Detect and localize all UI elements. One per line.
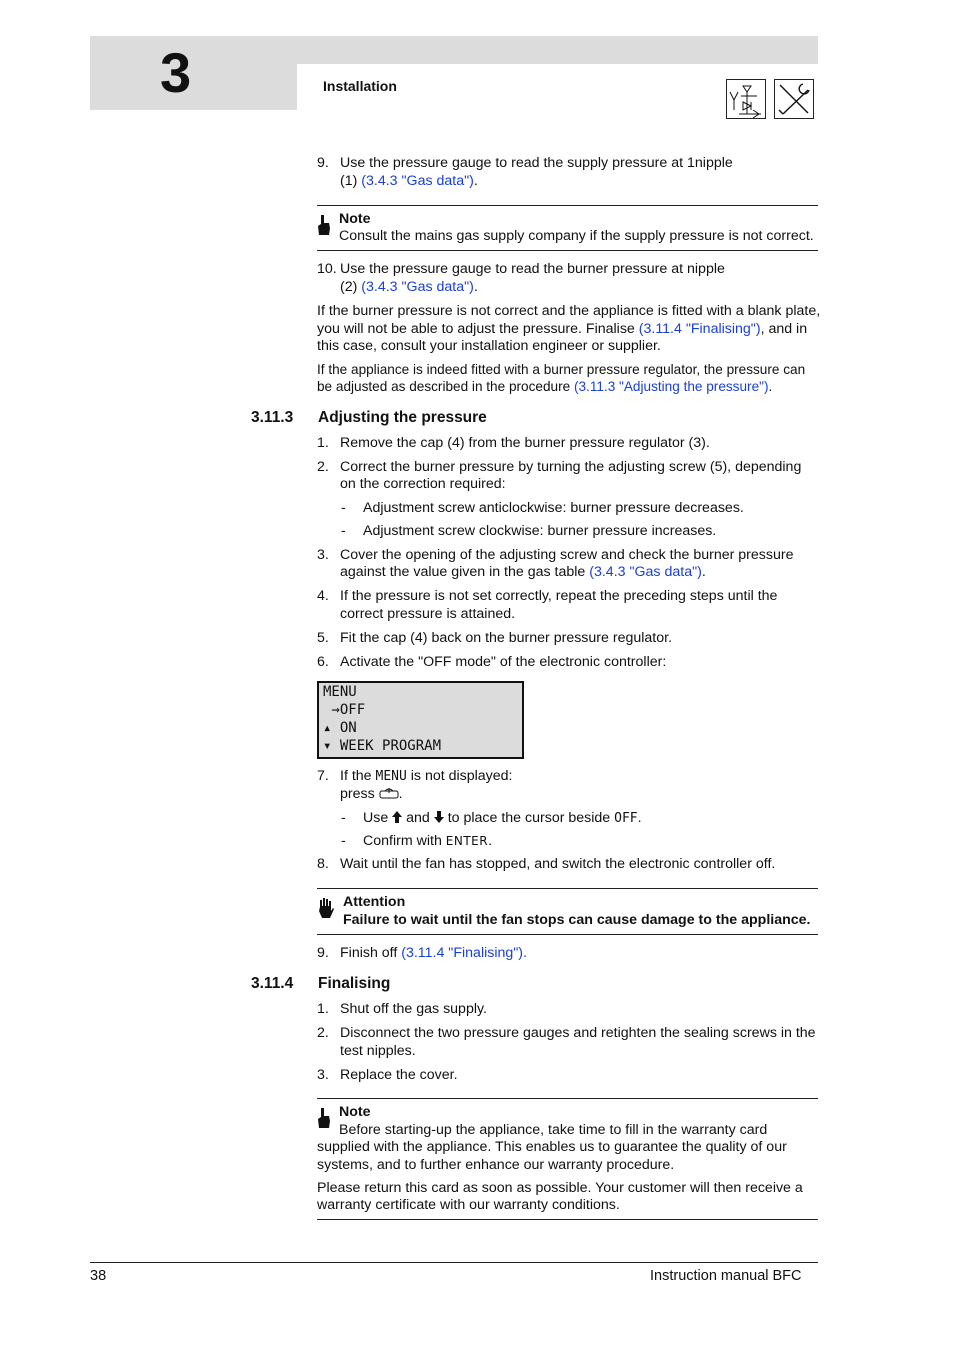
step-text-line2: against the value given in the gas table (3.4.3 "Gas data"). bbox=[340, 564, 706, 580]
cross-reference-link[interactable]: (3.4.3 "Gas data") bbox=[361, 173, 474, 189]
step-number: 9. bbox=[317, 945, 329, 961]
enter-key-label: ENTER bbox=[445, 834, 489, 848]
step-text-line2: (2) (3.4.3 "Gas data"). bbox=[340, 279, 478, 295]
note-text: systems, and to further enhance our warranty procedure. bbox=[317, 1157, 675, 1173]
down-arrow-icon: ▾ bbox=[323, 738, 332, 754]
note-text: Please return this card as soon as possible. Your customer will then receive a bbox=[317, 1180, 803, 1196]
attention-text: Failure to wait until the fan stops can cause damage to the appliance. bbox=[343, 912, 811, 928]
step-text: If the pressure is not set correctly, repeat the preceding steps until the bbox=[340, 588, 778, 604]
paragraph-line: you will not be able to adjust the pressure. Finalise (3.11.4 "Finalising"), and in bbox=[317, 321, 808, 337]
cross-reference-link[interactable]: (3.11.3 "Adjusting the pressure") bbox=[573, 379, 769, 394]
sub-step-text: Confirm with ENTER. bbox=[363, 833, 493, 849]
section-heading: Finalising bbox=[318, 975, 391, 992]
arrow-down-icon bbox=[434, 810, 444, 826]
note-title: Note bbox=[339, 211, 371, 227]
step-text: Disconnect the two pressure gauges and retighten the sealing screws in the bbox=[340, 1025, 816, 1041]
step-number: 2. bbox=[317, 1025, 329, 1041]
divider bbox=[317, 1098, 818, 1099]
step-text-line2: (1) (3.4.3 "Gas data"). bbox=[340, 173, 478, 189]
chapter-tab bbox=[90, 36, 297, 110]
step-text: Cover the opening of the adjusting screw and check the burner pressure bbox=[340, 547, 794, 563]
note-hand-icon bbox=[317, 214, 331, 242]
sub-bullet: - bbox=[341, 833, 346, 849]
section-number: 3.11.3 bbox=[251, 409, 294, 426]
step-number: 1. bbox=[317, 435, 329, 451]
paragraph-line: be adjusted as described in the procedure (3.11.3 "Adjusting the pressure"). bbox=[317, 379, 773, 394]
step-text: Use the pressure gauge to read the supply pressure at 1nipple bbox=[340, 155, 733, 171]
step-text-line2: press . bbox=[340, 786, 403, 802]
cross-reference-link[interactable]: (3.11.4 "Finalising") bbox=[638, 321, 761, 337]
step-number: 1. bbox=[317, 1001, 329, 1017]
step-text-line2: correct pressure is attained. bbox=[340, 606, 516, 622]
section-heading: Adjusting the pressure bbox=[318, 409, 487, 426]
key-button-icon bbox=[379, 787, 399, 799]
step-number: 10. bbox=[317, 261, 337, 277]
footer-divider bbox=[90, 1262, 818, 1263]
step-text: If the MENU is not displayed: bbox=[340, 768, 513, 784]
cross-reference-link[interactable]: (3.11.4 "Finalising") bbox=[401, 945, 524, 961]
stop-hand-icon bbox=[317, 897, 335, 925]
paragraph-line: If the burner pressure is not correct and the appliance is fitted with a blank plate, bbox=[317, 303, 821, 319]
up-arrow-icon: ▴ bbox=[323, 720, 332, 736]
sub-bullet: - bbox=[341, 523, 346, 539]
menu-keyword: MENU bbox=[375, 769, 407, 784]
step-number: 9. bbox=[317, 155, 329, 171]
divider bbox=[317, 250, 818, 251]
footer-title: Instruction manual BFC bbox=[650, 1268, 802, 1284]
sub-bullet: - bbox=[341, 500, 346, 516]
paragraph-line: this case, consult your installation engineer or supplier. bbox=[317, 338, 661, 354]
divider bbox=[317, 1219, 818, 1220]
step-text-line2: on the correction required: bbox=[340, 476, 506, 492]
step-number: 7. bbox=[317, 768, 329, 784]
display-off-row: →OFF bbox=[323, 702, 366, 718]
note-text: Consult the mains gas supply company if the supply pressure is not correct. bbox=[339, 228, 814, 244]
note-text: supplied with the appliance. This enables us to guarantee the quality of our bbox=[317, 1139, 787, 1155]
sub-step-text: Adjustment screw anticlockwise: burner pressure decreases. bbox=[363, 500, 744, 516]
step-number: 3. bbox=[317, 1067, 329, 1083]
step-text: Wait until the fan has stopped, and switch the electronic controller off. bbox=[340, 856, 776, 872]
step-text: Remove the cap (4) from the burner pressure regulator (3). bbox=[340, 435, 710, 451]
step-text: Shut off the gas supply. bbox=[340, 1001, 487, 1017]
step-number: 2. bbox=[317, 459, 329, 475]
divider bbox=[317, 934, 818, 935]
note-hand-icon bbox=[317, 1107, 331, 1135]
sub-bullet: - bbox=[341, 810, 346, 826]
display-menu-row: MENU bbox=[323, 684, 357, 700]
controller-display bbox=[317, 681, 524, 759]
page-number: 38 bbox=[90, 1268, 107, 1284]
off-keyword: OFF bbox=[614, 811, 638, 826]
step-text: Fit the cap (4) back on the burner pressure regulator. bbox=[340, 630, 673, 646]
section-title: Installation bbox=[323, 78, 397, 94]
divider bbox=[317, 888, 818, 889]
chapter-number: 3 bbox=[160, 41, 192, 104]
step-text-line2: test nipples. bbox=[340, 1043, 416, 1059]
paragraph-line: If the appliance is indeed fitted with a burner pressure regulator, the pressure can bbox=[317, 362, 806, 377]
step-number: 5. bbox=[317, 630, 329, 646]
tools-icon bbox=[774, 79, 814, 119]
step-number: 8. bbox=[317, 856, 329, 872]
installer-schematic-icon bbox=[726, 79, 766, 119]
cross-reference-link[interactable]: (3.4.3 "Gas data") bbox=[589, 564, 702, 580]
step-text: Correct the burner pressure by turning the adjusting screw (5), depending bbox=[340, 459, 802, 475]
step-text: Use the pressure gauge to read the burner pressure at nipple bbox=[340, 261, 725, 277]
step-text: Replace the cover. bbox=[340, 1067, 458, 1083]
note-title: Note bbox=[339, 1104, 371, 1120]
sub-step-text: Adjustment screw clockwise: burner pressure increases. bbox=[363, 523, 717, 539]
sub-step-text: Use and to place the cursor beside OFF. bbox=[363, 810, 642, 826]
section-number: 3.11.4 bbox=[251, 975, 294, 992]
note-text: Before starting-up the appliance, take time to fill in the warranty card bbox=[339, 1122, 768, 1138]
note-text: warranty certificate with our warranty conditions. bbox=[317, 1197, 620, 1213]
step-text: Finish off (3.11.4 "Finalising"). bbox=[340, 945, 527, 961]
attention-title: Attention bbox=[343, 894, 406, 910]
arrow-up-icon bbox=[392, 810, 402, 826]
cross-reference-link[interactable]: (3.4.3 "Gas data") bbox=[361, 279, 474, 295]
display-week-program-row: ▾ WEEK PROGRAM bbox=[323, 738, 442, 754]
step-number: 3. bbox=[317, 547, 329, 563]
divider bbox=[317, 205, 818, 206]
step-text: Activate the "OFF mode" of the electronic controller: bbox=[340, 654, 667, 670]
step-number: 6. bbox=[317, 654, 329, 670]
display-on-row: ▴ ON bbox=[323, 720, 357, 736]
step-number: 4. bbox=[317, 588, 329, 604]
